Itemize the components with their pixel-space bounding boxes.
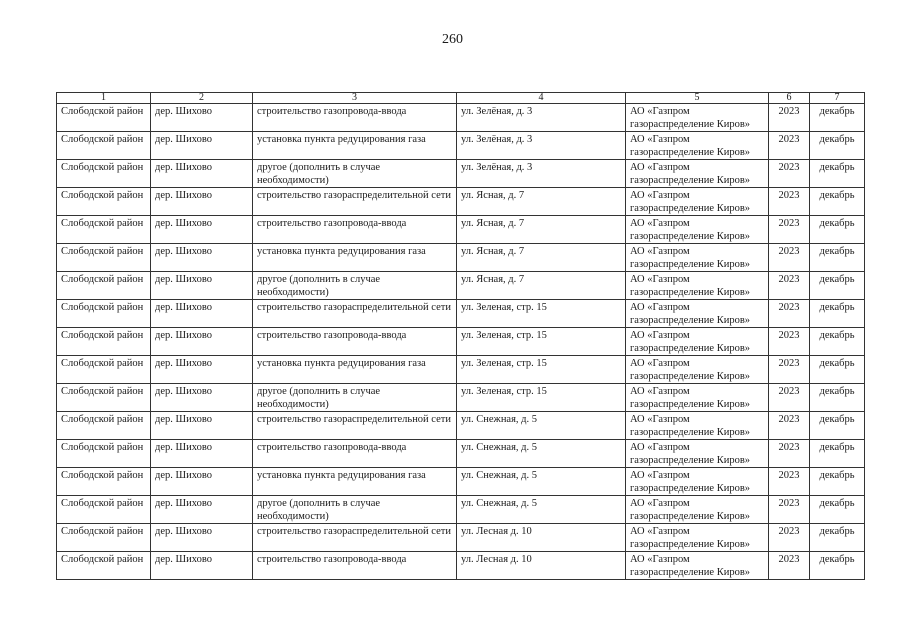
organization-cell: АО «Газпром газораспределение Киров» <box>626 384 769 412</box>
month-cell: декабрь <box>810 384 865 412</box>
work-type-cell: строительство газопровода-ввода <box>253 104 457 132</box>
organization-cell: АО «Газпром газораспределение Киров» <box>626 272 769 300</box>
address-cell: ул. Ясная, д. 7 <box>457 272 626 300</box>
month-cell: декабрь <box>810 272 865 300</box>
settlement-cell: дер. Шихово <box>151 216 253 244</box>
work-type-cell: установка пункта редуцирования газа <box>253 244 457 272</box>
organization-cell: АО «Газпром газораспределение Киров» <box>626 356 769 384</box>
settlement-cell: дер. Шихово <box>151 104 253 132</box>
month-cell: декабрь <box>810 188 865 216</box>
month-cell: декабрь <box>810 244 865 272</box>
work-type-cell: другое (дополнить в случае необходимости) <box>253 272 457 300</box>
settlement-cell: дер. Шихово <box>151 524 253 552</box>
year-cell: 2023 <box>769 496 810 524</box>
district-cell: Слободской район <box>57 272 151 300</box>
district-cell: Слободской район <box>57 300 151 328</box>
organization-cell: АО «Газпром газораспределение Киров» <box>626 552 769 580</box>
address-cell: ул. Ясная, д. 7 <box>457 216 626 244</box>
page-number: 260 <box>442 32 463 47</box>
address-cell: ул. Снежная, д. 5 <box>457 468 626 496</box>
settlement-cell: дер. Шихово <box>151 188 253 216</box>
organization-cell: АО «Газпром газораспределение Киров» <box>626 496 769 524</box>
table-row <box>57 384 865 412</box>
district-cell: Слободской район <box>57 356 151 384</box>
table-row <box>57 524 865 552</box>
year-cell: 2023 <box>769 216 810 244</box>
year-cell: 2023 <box>769 104 810 132</box>
settlement-cell: дер. Шихово <box>151 272 253 300</box>
district-cell: Слободской район <box>57 132 151 160</box>
table-row <box>57 244 865 272</box>
year-cell: 2023 <box>769 160 810 188</box>
year-cell: 2023 <box>769 356 810 384</box>
year-cell: 2023 <box>769 440 810 468</box>
work-type-cell: другое (дополнить в случае необходимости) <box>253 384 457 412</box>
year-cell: 2023 <box>769 272 810 300</box>
year-cell: 2023 <box>769 412 810 440</box>
year-cell: 2023 <box>769 384 810 412</box>
address-cell: ул. Зеленая, стр. 15 <box>457 328 626 356</box>
year-cell: 2023 <box>769 188 810 216</box>
organization-cell: АО «Газпром газораспределение Киров» <box>626 468 769 496</box>
settlement-cell: дер. Шихово <box>151 412 253 440</box>
year-cell: 2023 <box>769 552 810 580</box>
work-type-cell: строительство газораспределительной сети <box>253 524 457 552</box>
table-row <box>57 104 865 132</box>
month-cell: декабрь <box>810 132 865 160</box>
table-row <box>57 496 865 524</box>
settlement-cell: дер. Шихово <box>151 160 253 188</box>
month-cell: декабрь <box>810 440 865 468</box>
table-row <box>57 552 865 580</box>
work-type-cell: установка пункта редуцирования газа <box>253 132 457 160</box>
organization-cell: АО «Газпром газораспределение Киров» <box>626 524 769 552</box>
column-header: 1 <box>57 93 151 104</box>
month-cell: декабрь <box>810 216 865 244</box>
table-row <box>57 132 865 160</box>
year-cell: 2023 <box>769 524 810 552</box>
table-row <box>57 216 865 244</box>
district-cell: Слободской район <box>57 496 151 524</box>
address-cell: ул. Ясная, д. 7 <box>457 188 626 216</box>
organization-cell: АО «Газпром газораспределение Киров» <box>626 328 769 356</box>
month-cell: декабрь <box>810 496 865 524</box>
year-cell: 2023 <box>769 328 810 356</box>
year-cell: 2023 <box>769 300 810 328</box>
address-cell: ул. Зелёная, д. 3 <box>457 160 626 188</box>
address-cell: ул. Зеленая, стр. 15 <box>457 300 626 328</box>
year-cell: 2023 <box>769 132 810 160</box>
work-type-cell: установка пункта редуцирования газа <box>253 356 457 384</box>
address-cell: ул. Снежная, д. 5 <box>457 496 626 524</box>
address-cell: ул. Зелёная, д. 3 <box>457 104 626 132</box>
district-cell: Слободской район <box>57 552 151 580</box>
table-row <box>57 356 865 384</box>
column-header: 7 <box>810 93 865 104</box>
header-row <box>57 93 865 104</box>
month-cell: декабрь <box>810 468 865 496</box>
address-cell: ул. Лесная д. 10 <box>457 524 626 552</box>
address-cell: ул. Зеленая, стр. 15 <box>457 384 626 412</box>
district-cell: Слободской район <box>57 328 151 356</box>
district-cell: Слободской район <box>57 440 151 468</box>
address-cell: ул. Снежная, д. 5 <box>457 412 626 440</box>
organization-cell: АО «Газпром газораспределение Киров» <box>626 244 769 272</box>
work-type-cell: установка пункта редуцирования газа <box>253 468 457 496</box>
district-cell: Слободской район <box>57 104 151 132</box>
table-row <box>57 468 865 496</box>
work-type-cell: строительство газопровода-ввода <box>253 552 457 580</box>
work-type-cell: строительство газопровода-ввода <box>253 216 457 244</box>
work-type-cell: строительство газораспределительной сети <box>253 188 457 216</box>
district-cell: Слободской район <box>57 216 151 244</box>
table-row <box>57 160 865 188</box>
organization-cell: АО «Газпром газораспределение Киров» <box>626 188 769 216</box>
address-cell: ул. Зеленая, стр. 15 <box>457 356 626 384</box>
year-cell: 2023 <box>769 468 810 496</box>
district-cell: Слободской район <box>57 524 151 552</box>
settlement-cell: дер. Шихово <box>151 244 253 272</box>
district-cell: Слободской район <box>57 468 151 496</box>
district-cell: Слободской район <box>57 160 151 188</box>
address-cell: ул. Лесная д. 10 <box>457 552 626 580</box>
settlement-cell: дер. Шихово <box>151 328 253 356</box>
month-cell: декабрь <box>810 412 865 440</box>
organization-cell: АО «Газпром газораспределение Киров» <box>626 412 769 440</box>
month-cell: декабрь <box>810 356 865 384</box>
district-cell: Слободской район <box>57 412 151 440</box>
month-cell: декабрь <box>810 104 865 132</box>
table-row <box>57 188 865 216</box>
table-row <box>57 300 865 328</box>
month-cell: декабрь <box>810 552 865 580</box>
column-header: 6 <box>769 93 810 104</box>
column-header: 2 <box>151 93 253 104</box>
work-type-cell: другое (дополнить в случае необходимости) <box>253 160 457 188</box>
month-cell: декабрь <box>810 160 865 188</box>
settlement-cell: дер. Шихово <box>151 300 253 328</box>
table-row <box>57 440 865 468</box>
settlement-cell: дер. Шихово <box>151 356 253 384</box>
month-cell: декабрь <box>810 328 865 356</box>
column-header: 5 <box>626 93 769 104</box>
table-row <box>57 328 865 356</box>
organization-cell: АО «Газпром газораспределение Киров» <box>626 216 769 244</box>
address-cell: ул. Снежная, д. 5 <box>457 440 626 468</box>
organization-cell: АО «Газпром газораспределение Киров» <box>626 132 769 160</box>
month-cell: декабрь <box>810 524 865 552</box>
settlement-cell: дер. Шихово <box>151 552 253 580</box>
table-body <box>57 104 865 580</box>
table-row <box>57 272 865 300</box>
table-row <box>57 412 865 440</box>
settlement-cell: дер. Шихово <box>151 468 253 496</box>
district-cell: Слободской район <box>57 244 151 272</box>
work-type-cell: строительство газораспределительной сети <box>253 300 457 328</box>
gasification-schedule-table <box>56 92 865 580</box>
work-type-cell: строительство газораспределительной сети <box>253 412 457 440</box>
work-type-cell: строительство газопровода-ввода <box>253 328 457 356</box>
organization-cell: АО «Газпром газораспределение Киров» <box>626 104 769 132</box>
address-cell: ул. Ясная, д. 7 <box>457 244 626 272</box>
settlement-cell: дер. Шихово <box>151 440 253 468</box>
organization-cell: АО «Газпром газораспределение Киров» <box>626 160 769 188</box>
address-cell: ул. Зелёная, д. 3 <box>457 132 626 160</box>
column-header: 3 <box>253 93 457 104</box>
column-header: 4 <box>457 93 626 104</box>
settlement-cell: дер. Шихово <box>151 384 253 412</box>
settlement-cell: дер. Шихово <box>151 132 253 160</box>
work-type-cell: строительство газопровода-ввода <box>253 440 457 468</box>
district-cell: Слободской район <box>57 188 151 216</box>
district-cell: Слободской район <box>57 384 151 412</box>
settlement-cell: дер. Шихово <box>151 496 253 524</box>
organization-cell: АО «Газпром газораспределение Киров» <box>626 440 769 468</box>
year-cell: 2023 <box>769 244 810 272</box>
work-type-cell: другое (дополнить в случае необходимости) <box>253 496 457 524</box>
organization-cell: АО «Газпром газораспределение Киров» <box>626 300 769 328</box>
month-cell: декабрь <box>810 300 865 328</box>
